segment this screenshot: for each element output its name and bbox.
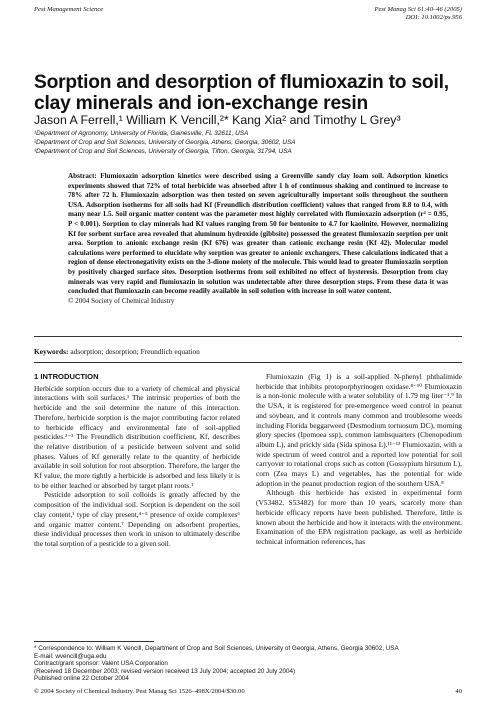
footnote-received: (Received 18 December 2003; revised version received 13 July 2004; accepted 20 July 2004) (34, 667, 296, 675)
journal-name: Pest Management Science (34, 6, 104, 13)
footnote-sponsor: Contract/grant sponsor: Valent USA Corporation (34, 660, 168, 668)
divider-top (34, 336, 462, 337)
divider-bottom (34, 362, 462, 363)
footnotes (34, 645, 462, 683)
page-number: 40 (455, 688, 462, 695)
abstract-text: Flumioxazin adsorption kinetics were described using a Greenville sandy clay loam soil. Adsorption kinetics experiments showed that 72% of total herbicide was absorbed after 1 h of continuous shaking and continued to increase to 78% after 72 h. Flumioxazin adsorption was then tested on seven agriculturally important soils throughout the southern USA. Adsorption isotherms for all soils had Kf (Freundlich distribution coefficient) values that ranged from 8.8 to 0.4, with many near 1.5. Soil organic matter content was the parameter most highly correlated with flumioxazin adsorption (r² = 0.95, P < 0.001). Sorption to clay minerals had Kf values ranging from 50 for bentonite to 4.7 for kaolinite. However, normalizing Kf for sorbent surface area revealed that aluminum hydroxide (gibbsite) possessed the greatest flumioxazin sorption per unit area. Sorption to anionic exchange resin (Kf 676) was greater than cationic exchange resin (Kf 42). Molecular model calculations were performed to elucidate why sorption was greater to anionic exchangers. These calculations indicated that a region of dense electronegativity exists on the 3-dione moiety of the molecule. This would lead to greater flumioxazin sorption by positively charged surface sites. Desorption isotherms from soil exhibited no effect of hysteresis. Desorption from clay minerals was very rapid and flumioxazin in solution was undetectable after three desorption steps. From these data it was concluded that flumioxazin can become readily available in soil solution with increase in soil water content. (68, 172, 448, 296)
abstract (68, 172, 448, 306)
paragraph: Pesticide adsorption to soil colloids is greatly affected by the composition of the individual soil. Sorption is dependent on the soil clay content,¹ type of clay present,⁴⁻⁵ presence of oxide complexes⁶ and organic matter content.⁷ Depending on adsorbent properties, these individual processes then work in unison to ultimately describe the total sorption of a pesticide to a given soil. (34, 490, 240, 548)
doi[interactable]: DOI: 10.1002/ps.956 (405, 14, 462, 21)
citation-block (374, 6, 462, 22)
paper-title: Sorption and desorption of flumioxazin to soil, clay minerals and ion-exchange resin (34, 72, 449, 114)
footnote-correspondence: * Correspondence to: William K Vencill, Department of Crop and Soil Sciences, University of Georgia, Athens, Georgia 30602, USA (34, 645, 399, 652)
keywords-label: Keywords: (34, 347, 69, 356)
keywords (34, 347, 200, 356)
column-left (34, 372, 240, 549)
affiliation-3: ³Department of Crop and Soil Sciences, University of Georgia, Tifton, Georgia, 31794, USA (34, 148, 292, 155)
abstract-label: Abstract: (68, 172, 97, 180)
footnote-published: Published online 22 October 2004 (34, 675, 129, 683)
paragraph: Herbicide sorption occurs due to a variety of chemical and physical interactions with soil surfaces.¹ The intrinsic properties of both the herbicide and the soil determine the nature of this interaction. Therefore, herbicide sorption is the major contributing factor related to herbicide efficacy and environmental fate of soil-applied pesticides.²⁻³ The Freundlich distribution coefficient, Kf, describes the relative distribution of a pesticide between solvent and solid phases. Values of Kf generally relate to the quantity of herbicide available in soil solution for root absorption. Therefore, the larger the Kf value, the more tightly a herbicide is adsorbed and less likely it is to be either leached or absorbed by target plant roots.¹ (34, 383, 240, 490)
column-right (256, 372, 462, 547)
page-footer (34, 688, 462, 695)
author-list: Jason A Ferrell,¹ William K Vencill,²* Kang Xia² and Timothy L Grey³ (34, 113, 401, 127)
abstract-copyright: © 2004 Society of Chemical Industry (68, 296, 175, 305)
keywords-text: adsorption; desorption; Freundlich equation (70, 347, 200, 356)
paragraph: Flumioxazin (Fig 1) is a soil-applied N-phenyl phthalimide herbicide that inhibits protoporphyrinogen oxidase.⁸⁻¹⁰ Flumioxazin is a non-ionic molecule with a water solubility of 1.79 mg liter⁻¹.⁹ In the USA, it is registered for pre-emergence weed control in peanut and soybean, and it controls many common and troublesome weeds including Florida beggarweed (Desmodium tortuosum DC), morning glory species (Ipomoea ssp), common lambsquarters (Chenopodium album L), and prickly sida (Sida spinosa L).¹¹⁻¹³ Flumioxazin, with a wide spectrum of weed control and a reported low potential for soil carryover to rotational crops such as cotton (Gossypium hirsutum L), corn (Zea mays L) and vegetables, has the potential for wide adoption in the peanut production region of the southern USA.⁸ (256, 372, 462, 488)
paragraph: Although this herbicide has existed in experimental form (V53482, S53482) for more than 10 years, scarcely more than herbicide efficacy reports have been published. Therefore, little is known about the herbicide and how it interacts with the environment. Examination of the EPA registration package, as well as herbicide technical information references, has (256, 488, 462, 546)
affiliation-2: ²Department of Crop and Soil Sciences, University of Georgia, Athens, Georgia, 30602, USA (34, 139, 296, 146)
section-heading: 1 INTRODUCTION (34, 372, 99, 381)
footnote-rule (34, 641, 154, 642)
footnote-email[interactable]: E-mail: wvencill@uga.edu (34, 652, 107, 660)
footer-text: © 2004 Society of Chemical Industry. Pest Manag Sci 1526–498X/2004/$30.00 (34, 688, 245, 695)
citation: Pest Manag Sci 61:40–46 (2005) (374, 6, 462, 13)
affiliation-1: ¹Department of Agronomy, University of Florida, Gainesville, FL 32611, USA (34, 130, 249, 137)
